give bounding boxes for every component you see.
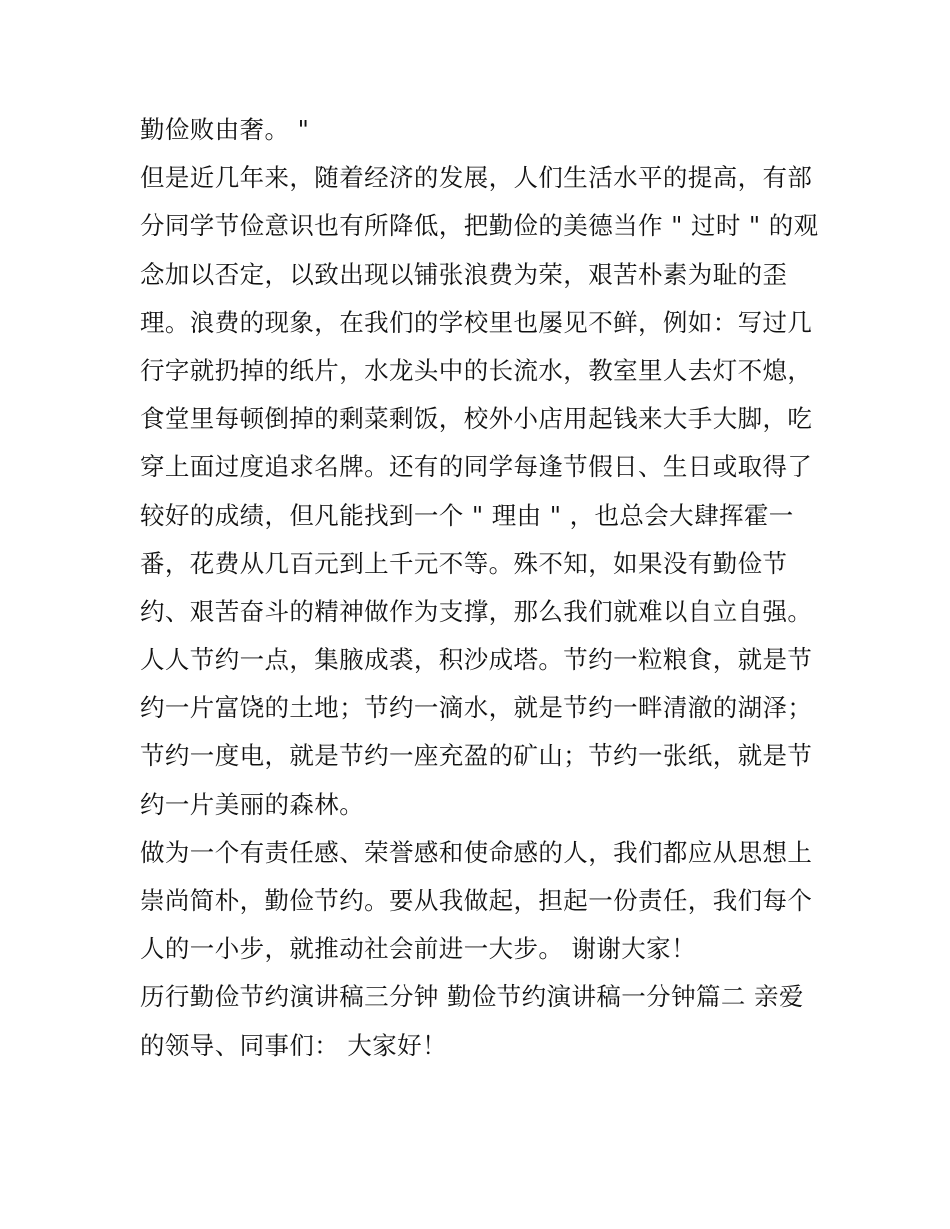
text-line: 分同学节俭意识也有所降低，把勤俭的美德当作 " 过时 " 的观 [140, 211, 819, 241]
text-line: 做为一个有责任感、荣誉感和使命感的人，我们都应从思想上 [140, 837, 813, 867]
text-line: 念加以否定，以致出现以铺张浪费为荣，艰苦朴素为耻的歪 [140, 259, 788, 289]
document-body [140, 106, 820, 1070]
text-line: 行字就扔掉的纸片，水龙头中的长流水，教室里人去灯不熄， [140, 355, 813, 385]
text-line: 人的一小步，就推动社会前进一大步。 谢谢大家！ [140, 934, 696, 964]
text-line: 的领导、同事们： 大家好！ [140, 1030, 447, 1060]
text-line: 穿上面过度追求名牌。还有的同学每逢节假日、生日或取得了 [140, 452, 813, 482]
text-line: 理。浪费的现象，在我们的学校里也屡见不鲜，例如：写过几 [140, 307, 813, 337]
text-line: 节约一度电，就是节约一座充盈的矿山；节约一张纸，就是节 [140, 741, 813, 771]
text-line: 崇尚简朴，勤俭节约。要从我做起，担起一份责任，我们每个 [140, 886, 813, 915]
text-line: 食堂里每顿倒掉的剩菜剩饭，校外小店用起钱来大手大脚，吃 [140, 404, 813, 434]
text-line: 较好的成绩，但凡能找到一个 " 理由 " ，也总会大肆挥霍一 [140, 500, 794, 530]
text-line: 约一片美丽的森林。 [140, 789, 365, 819]
text-line: 约、艰苦奋斗的精神做作为支撑，那么我们就难以自立自强。 [140, 596, 813, 626]
text-line: 番，花费从几百元到上千元不等。殊不知，如果没有勤俭节 [140, 548, 788, 578]
text-line: 约一片富饶的土地；节约一滴水，就是节约一畔清澈的湖泽； [140, 693, 813, 723]
text-line: 人人节约一点，集腋成裘，积沙成塔。节约一粒粮食，就是节 [140, 645, 813, 675]
text-line: 历行勤俭节约演讲稿三分钟 勤俭节约演讲稿一分钟篇二 亲爱 [140, 982, 804, 1012]
text-line: 但是近几年来，随着经济的发展，人们生活水平的提高，有部 [140, 163, 813, 193]
text-line: 勤俭败由奢。 " [140, 115, 310, 144]
